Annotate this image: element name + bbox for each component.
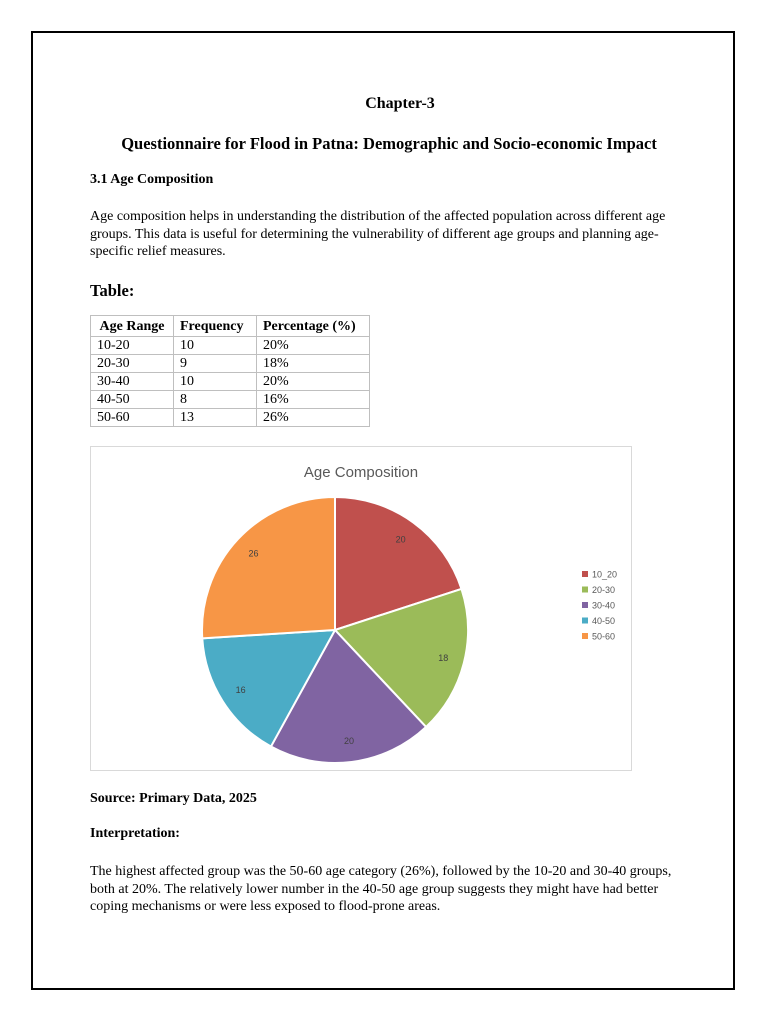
cell-frequency: 10: [174, 337, 257, 355]
cell-frequency: 13: [174, 409, 257, 427]
legend-swatch: [582, 633, 588, 639]
table-heading: Table:: [90, 281, 135, 300]
document-title: Questionnaire for Flood in Patna: Demographic and Socio-economic Impact: [121, 134, 657, 153]
legend-entry: 30-40: [592, 600, 616, 611]
table-row: [91, 409, 370, 427]
pie-data-label: 26: [248, 548, 259, 559]
cell-percentage: 20%: [257, 337, 370, 355]
legend-swatch: [582, 618, 588, 624]
legend-entry: 40-50: [592, 616, 616, 626]
cell-frequency: 10: [174, 373, 257, 391]
cell-percentage: 20%: [257, 373, 370, 391]
table-row: [91, 355, 370, 373]
cell-age-range: 40-50: [91, 391, 174, 409]
pie-data-label: 20: [343, 735, 355, 746]
cell-frequency: 8: [174, 391, 257, 409]
header-age-range: Age Range: [91, 316, 174, 337]
pie-data-label: 16: [235, 684, 246, 695]
cell-age-range: 50-60: [91, 409, 174, 427]
legend-entry: 10_20: [592, 569, 618, 580]
pie-data-label: 20: [395, 534, 406, 545]
table-row: [91, 337, 370, 355]
cell-age-range: 20-30: [91, 355, 174, 373]
pie-slice-50-60: [202, 497, 335, 638]
cell-age-range: 10-20: [91, 337, 174, 355]
section-heading: 3.1 Age Composition: [90, 172, 214, 187]
legend-entry: 50-60: [592, 631, 616, 642]
legend-swatch: [582, 602, 588, 608]
cell-percentage: 18%: [257, 355, 370, 373]
legend-entry: 20-30: [592, 585, 616, 595]
cell-percentage: 16%: [257, 391, 370, 409]
chart-title: Age Composition: [303, 464, 419, 481]
table-row: [91, 391, 370, 409]
age-table: [90, 315, 370, 427]
table-header-row: [91, 316, 370, 337]
interpretation-heading: Interpretation:: [90, 826, 180, 841]
header-frequency: Frequency: [174, 316, 257, 337]
chapter-heading: Chapter-3: [365, 95, 435, 112]
legend-swatch: [582, 571, 588, 577]
pie-chart: [90, 446, 632, 771]
intro-paragraph: Age composition helps in understanding the distribution of the affected population across different age groups. This data is useful for determining the vulnerability of different age groups and planning age-specific relief measures.: [90, 209, 666, 259]
pie-chart-svg: [91, 447, 631, 770]
interpretation-paragraph: The highest affected group was the 50-60 age category (26%), followed by the 10-20 and 30-40 groups, both at 20%. The relatively lower number in the 40-50 age group suggests they might have had better coping mechanisms or were less exposed to flood-prone areas.: [90, 864, 672, 914]
cell-age-range: 30-40: [91, 373, 174, 391]
pie-data-label: 18: [438, 652, 449, 663]
legend-swatch: [582, 587, 588, 593]
header-percentage: Percentage (%): [257, 316, 370, 337]
cell-frequency: 9: [174, 355, 257, 373]
cell-percentage: 26%: [257, 409, 370, 427]
table-row: [91, 373, 370, 391]
source-note: Source: Primary Data, 2025: [90, 791, 257, 806]
